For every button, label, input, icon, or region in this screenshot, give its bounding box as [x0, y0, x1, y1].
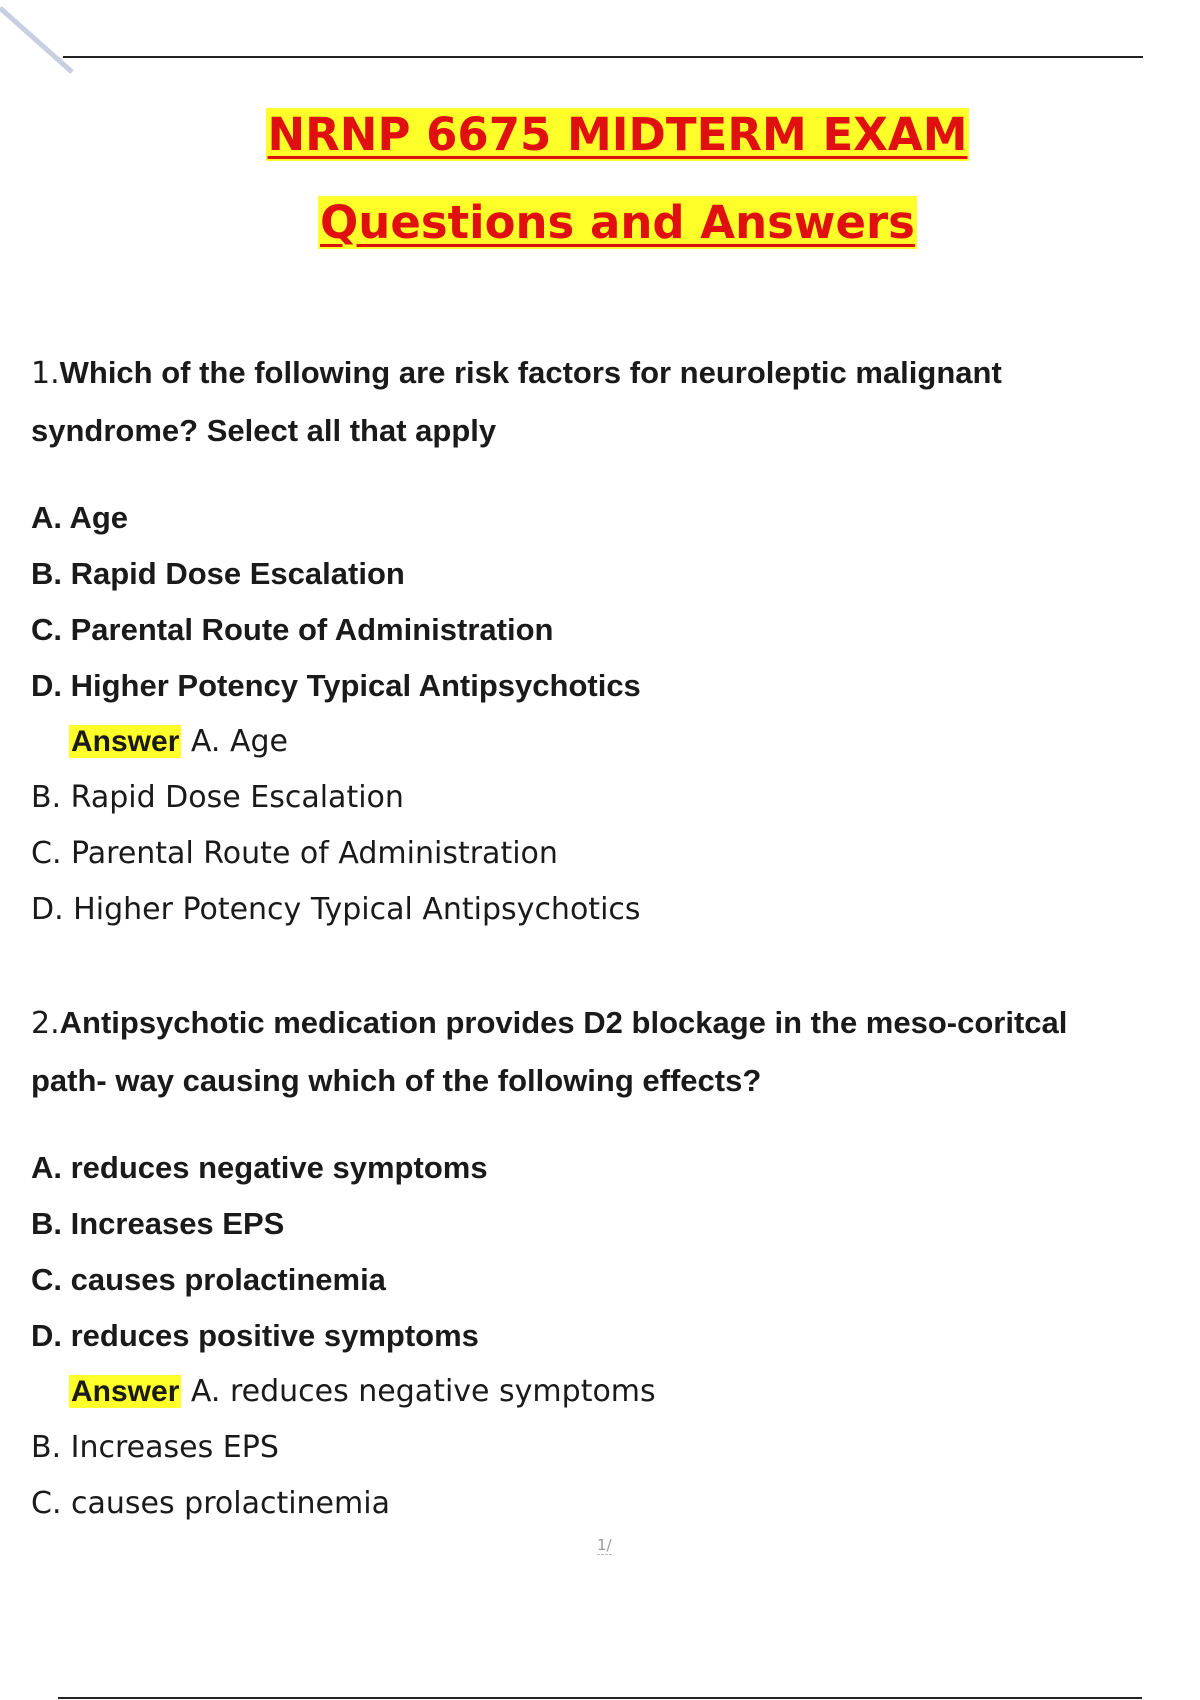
question-stem: [31, 994, 1131, 1052]
option-item: C. Parental Route of Administration: [31, 612, 554, 647]
answer-continuation: D. Higher Potency Typical Antipsychotics: [31, 892, 641, 927]
option-item: D. reduces positive symptoms: [31, 1318, 479, 1353]
answer-label: Answer: [71, 725, 180, 758]
answer-text: A. Age: [190, 724, 289, 759]
page-number: 1/: [597, 1536, 612, 1554]
bottom-rule: [58, 1697, 1142, 1699]
question-block: [31, 994, 1131, 1532]
question-block: [31, 344, 1131, 938]
document-body: [31, 344, 1131, 1532]
top-rule: [63, 56, 1143, 58]
option-item: B. Increases EPS: [31, 1206, 285, 1241]
question-text: syndrome? Select all that apply: [31, 413, 497, 448]
answer-continuation: C. Parental Route of Administration: [31, 836, 558, 871]
question-stem-continued: [31, 1052, 1131, 1110]
answer-text: A. reduces negative symptoms: [190, 1374, 656, 1409]
answer-row: [31, 1364, 1131, 1420]
question-text: path- way causing which of the following effects?: [31, 1063, 762, 1098]
option-item: B. Rapid Dose Escalation: [31, 556, 405, 591]
question-text: Which of the following are risk factors for neuroleptic malignant: [59, 355, 1002, 390]
answer-row: [31, 714, 1131, 770]
answer-continuation: C. causes prolactinemia: [31, 1486, 390, 1521]
answer-continuation: B. Rapid Dose Escalation: [31, 780, 404, 815]
option-item: D. Higher Potency Typical Antipsychotics: [31, 668, 641, 703]
answer-continuation: B. Increases EPS: [31, 1430, 279, 1465]
option-item: C. causes prolactinemia: [31, 1262, 386, 1297]
question-stem: [31, 344, 1131, 402]
question-text: Antipsychotic medication provides D2 blockage in the meso-coritcal: [59, 1005, 1068, 1040]
title-line-1: NRNP 6675 MIDTERM EXAM: [267, 108, 968, 161]
option-item: A. reduces negative symptoms: [31, 1150, 488, 1185]
question-number: 1.: [31, 356, 60, 391]
title-line-2: Questions and Answers: [320, 196, 915, 249]
question-number: 2.: [31, 1006, 60, 1041]
corner-fold-mark: [0, 0, 80, 80]
document-subtitle: [0, 196, 1200, 249]
answer-label: Answer: [71, 1375, 180, 1408]
document-title: [0, 108, 1200, 161]
option-item: A. Age: [31, 500, 129, 535]
question-stem-continued: [31, 402, 1131, 460]
